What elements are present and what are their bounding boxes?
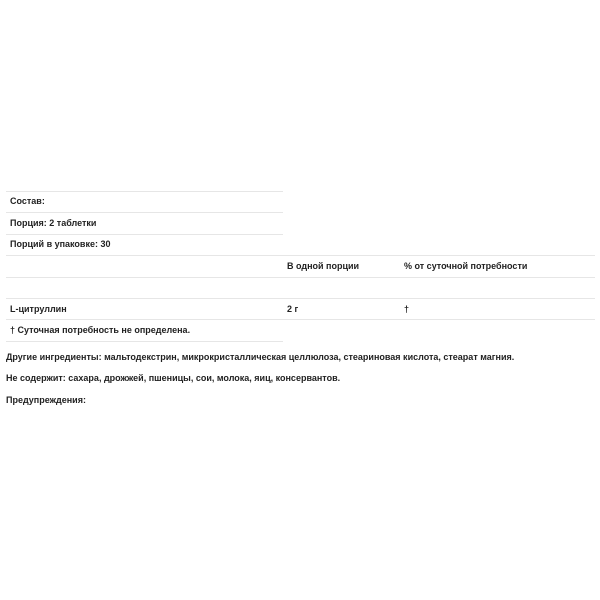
ingredient-amount: 2 г xyxy=(287,304,299,314)
divider xyxy=(6,255,595,256)
divider xyxy=(6,341,283,342)
servings-per-container: Порций в упаковке: 30 xyxy=(10,239,111,249)
other-ingredients: Другие ингредиенты: мальтодекстрин, микрокристаллическая целлюлоза, стеариновая кислота, стеарат магния. xyxy=(6,352,515,362)
header-daily-value: % от суточной потребности xyxy=(404,261,528,271)
footnote: † Суточная потребность не определена. xyxy=(10,325,191,335)
divider xyxy=(6,234,283,235)
composition-title: Состав: xyxy=(10,196,45,206)
ingredient-name: L-цитруллин xyxy=(10,304,67,314)
divider xyxy=(6,319,595,320)
divider xyxy=(6,298,595,299)
divider xyxy=(6,212,283,213)
ingredient-dv: † xyxy=(404,304,410,314)
header-per-serving: В одной порции xyxy=(287,261,360,271)
free-from: Не содержит: сахара, дрожжей, пшеницы, сои, молока, яиц, консервантов. xyxy=(6,373,341,383)
serving-size: Порция: 2 таблетки xyxy=(10,218,97,228)
divider xyxy=(6,191,283,192)
warnings-title: Предупреждения: xyxy=(6,395,86,405)
divider xyxy=(6,277,595,278)
